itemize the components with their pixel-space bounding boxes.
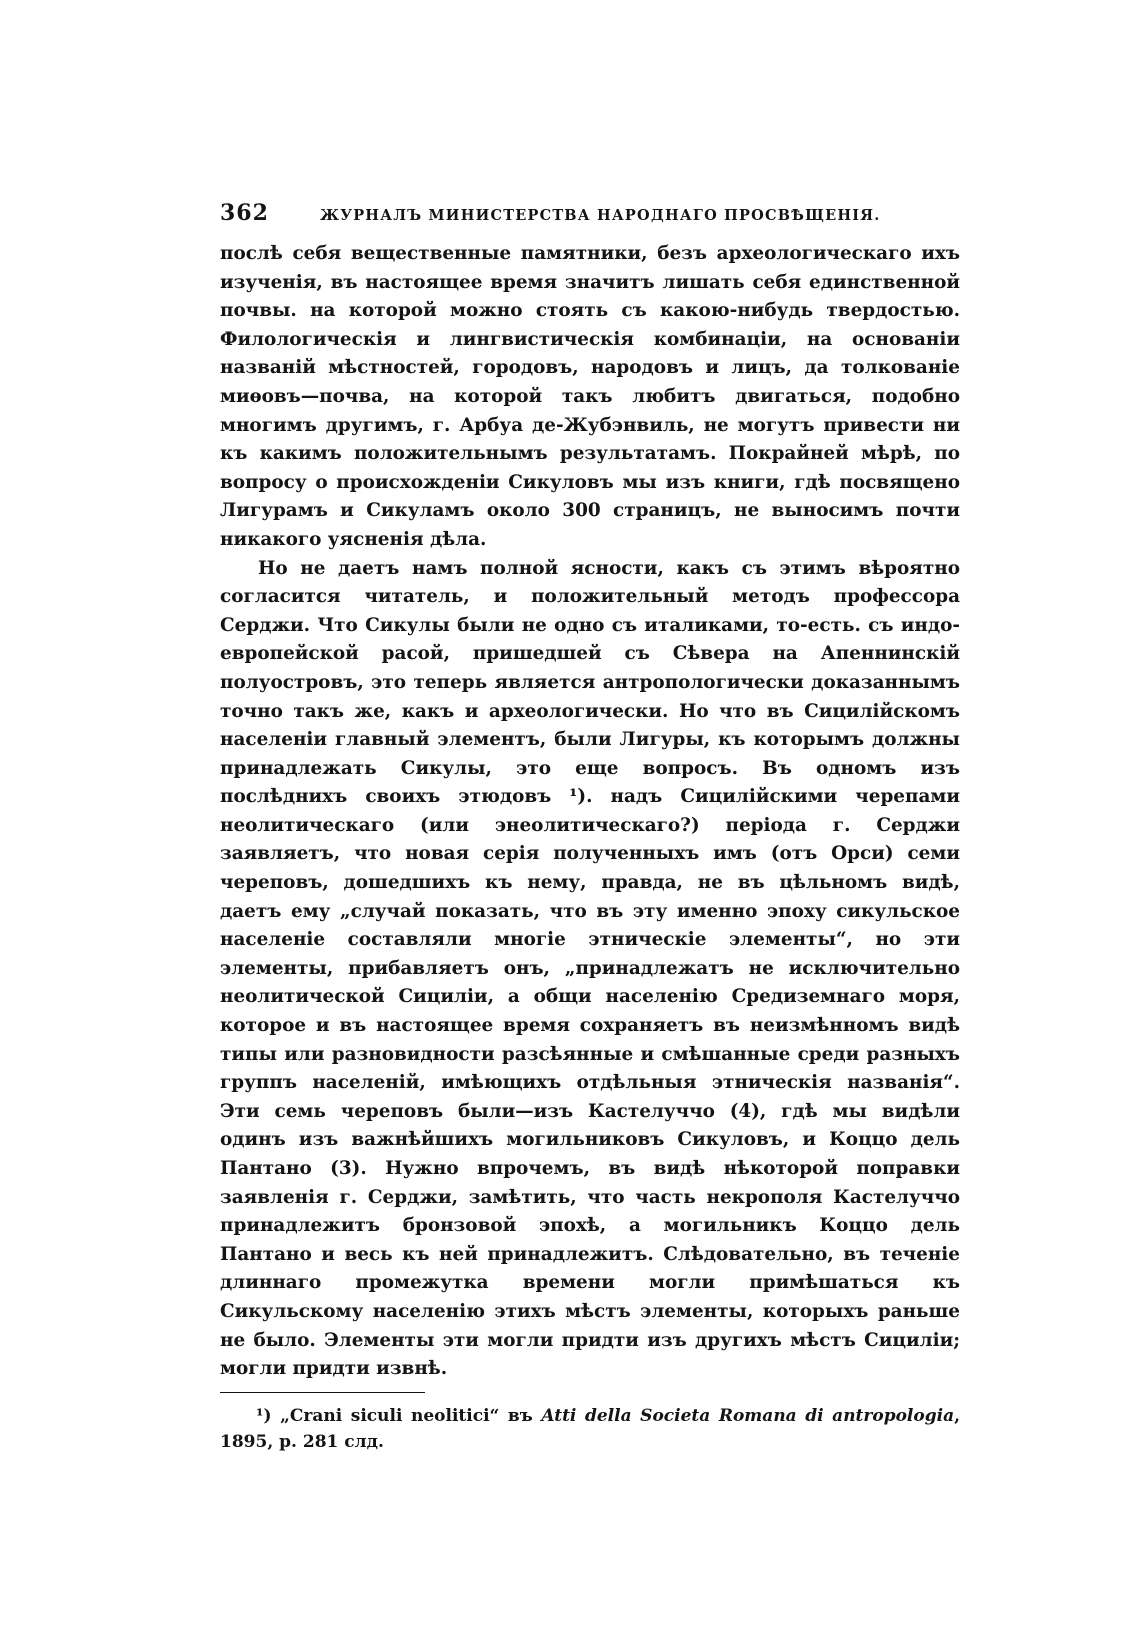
- body-text: [220, 240, 960, 1384]
- footnote-details: , 1895, p. 281 слд.: [220, 1405, 961, 1452]
- footnote-connector: въ: [507, 1405, 533, 1426]
- book-page: [220, 200, 960, 1455]
- footnote-source: Atti della Societa Romana di antropologia: [541, 1405, 955, 1426]
- footnote: [220, 1403, 960, 1455]
- paragraph-2: Но не даетъ намъ полной ясности, какъ съ этимъ вѣроятно согласится читатель, и положительный методъ профессора Серджи. Что Сикулы были не одно съ италиками, то-есть. съ индо-европейской расой, пришедшей съ Сѣвера на Апеннинскій полуостровъ, это теперь является антропологически доказаннымъ точно такъ же, какъ и археологически. Но что въ Сицилійскомъ населеніи главный элементъ, были Лигуры, къ которымъ должны принадлежать Сикулы, это еще вопросъ. Въ одномъ изъ послѣднихъ своихъ этюдовъ ¹). надъ Сицилійскими черепами неолитическаго (или энеолитическаго?) періода г. Серджи заявляетъ, что новая серія полученныхъ имъ (отъ Орси) семи череповъ, дошедшихъ къ нему, правда, не въ цѣльномъ видѣ, даетъ ему „случай показать, что въ эту именно эпоху сикульское населеніе составляли многіе этническіе элементы“, но эти элементы, прибавляетъ онъ, „принадлежатъ не исключительно неолитической Сициліи, а общи населенію Средиземнаго моря, которое и въ настоящее время сохраняетъ въ неизмѣнномъ видѣ типы или разновидности разсѣянные и смѣшанные среди разныхъ группъ населеній, имѣющихъ отдѣльныя этническія названія“. Эти семь череповъ были—изъ Кастелуччо (4), гдѣ мы видѣли одинъ изъ важнѣйшихъ могильниковъ Сикуловъ, и Коццо дель Пантано (3). Нужно впрочемъ, въ видѣ нѣкоторой поправки заявленія г. Серджи, замѣтить, что часть некрополя Кастелуччо принадлежитъ бронзовой эпохѣ, а могильникъ Коццо дель Пантано и весь къ ней принадлежитъ. Слѣдовательно, въ теченіе длиннаго промежутка времени могли примѣшаться къ Сикульскому населенію этихъ мѣстъ элементы, которыхъ раньше не было. Элементы эти могли придти изъ другихъ мѣстъ Сициліи; могли придти извнѣ.: [220, 557, 960, 1380]
- footnote-quote: „Crani siculi neolitici“: [280, 1405, 500, 1426]
- page-number: 362: [220, 200, 269, 226]
- journal-title: ЖУРНАЛЪ МИНИСТЕРСТВА НАРОДНАГО ПРОСВѢЩЕНІЯ.: [320, 207, 881, 224]
- footnote-divider: [220, 1392, 425, 1393]
- paragraph-1: послѣ себя вещественные памятники, безъ археологическаго ихъ изученія, въ настоящее время значитъ лишать себя единственной почвы. на которой можно стоять съ какою-нибудь твердостью. Филологическія и лингвистическія комбинаціи, на основаніи названій мѣстностей, городовъ, народовъ и лицъ, да толкованіе миѳовъ—почва, на которой такъ любитъ двигаться, подобно многимъ другимъ, г. Арбуа де-Жубэнвиль, не могутъ привести ни къ какимъ положительнымъ результатамъ. Покрайней мѣрѣ, по вопросу о происхожденіи Сикуловъ мы изъ книги, гдѣ посвящено Лигурамъ и Сикуламъ около 300 страницъ, не выносимъ почти никакого уясненія дѣла.: [220, 243, 960, 550]
- running-head: [220, 200, 960, 226]
- footnote-marker: ¹): [256, 1405, 272, 1426]
